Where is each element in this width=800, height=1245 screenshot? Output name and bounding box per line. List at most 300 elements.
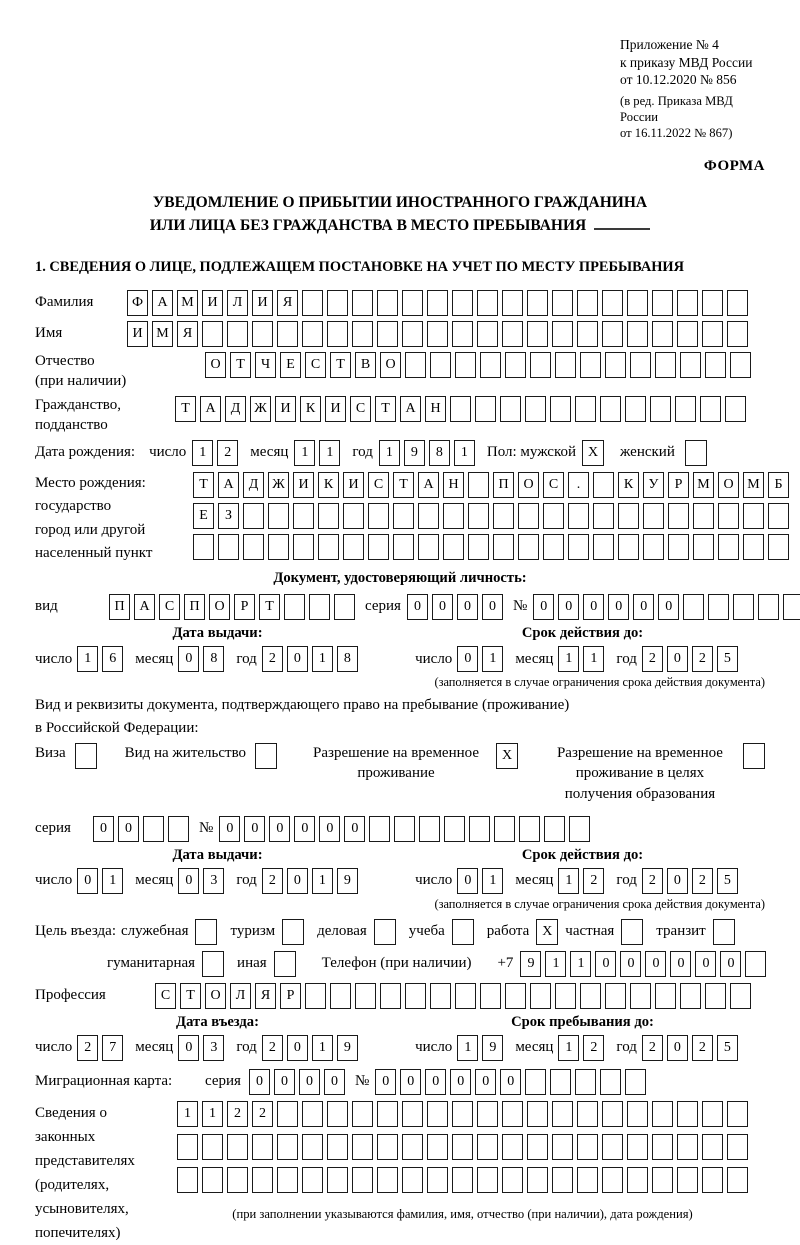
char-cell[interactable] — [377, 321, 398, 347]
char-cell[interactable] — [302, 1167, 323, 1193]
char-cell[interactable] — [355, 983, 376, 1009]
char-cell[interactable] — [284, 594, 305, 620]
char-cell[interactable]: М — [743, 472, 764, 498]
char-cell[interactable] — [327, 1167, 348, 1193]
char-cell[interactable]: 0 — [425, 1069, 446, 1095]
char-cell[interactable] — [227, 1167, 248, 1193]
char-cell[interactable] — [380, 983, 401, 1009]
char-cell[interactable]: И — [343, 472, 364, 498]
char-cell[interactable]: Р — [280, 983, 301, 1009]
char-cell[interactable]: 2 — [583, 1035, 604, 1061]
char-cell[interactable]: В — [355, 352, 376, 378]
char-cell[interactable] — [168, 816, 189, 842]
char-cell[interactable]: 0 — [118, 816, 139, 842]
char-cell[interactable]: 0 — [595, 951, 616, 977]
char-cell[interactable] — [302, 321, 323, 347]
char-cell[interactable] — [519, 816, 540, 842]
char-cell[interactable] — [527, 321, 548, 347]
char-cell[interactable]: 2 — [642, 868, 663, 894]
char-cell[interactable] — [494, 816, 515, 842]
stay-month-input[interactable] — [558, 1035, 604, 1061]
char-cell[interactable] — [402, 321, 423, 347]
char-cell[interactable] — [443, 503, 464, 529]
char-cell[interactable]: С — [155, 983, 176, 1009]
char-cell[interactable]: 0 — [249, 1069, 270, 1095]
char-cell[interactable]: 1 — [294, 440, 315, 466]
char-cell[interactable]: С — [368, 472, 389, 498]
char-cell[interactable] — [427, 1101, 448, 1127]
rvp-expiry-day-input[interactable] — [457, 868, 503, 894]
char-cell[interactable] — [677, 1167, 698, 1193]
char-cell[interactable] — [708, 594, 729, 620]
char-cell[interactable]: 0 — [450, 1069, 471, 1095]
char-cell[interactable]: 0 — [667, 868, 688, 894]
char-cell[interactable] — [768, 503, 789, 529]
patronymic-input[interactable] — [205, 352, 751, 378]
char-cell[interactable] — [577, 290, 598, 316]
char-cell[interactable]: 0 — [475, 1069, 496, 1095]
migration-series-input[interactable] — [249, 1069, 345, 1095]
char-cell[interactable] — [677, 290, 698, 316]
char-cell[interactable] — [177, 1167, 198, 1193]
char-cell[interactable] — [452, 290, 473, 316]
char-cell[interactable] — [593, 503, 614, 529]
char-cell[interactable] — [618, 503, 639, 529]
purpose-humanitarian-checkbox[interactable] — [202, 951, 224, 977]
id-expiry-month-input[interactable] — [558, 646, 604, 672]
rvp-issue-year-input[interactable] — [262, 868, 358, 894]
id-issue-month-input[interactable] — [178, 646, 224, 672]
char-cell[interactable] — [452, 1134, 473, 1160]
char-cell[interactable] — [418, 534, 439, 560]
char-cell[interactable] — [302, 290, 323, 316]
char-cell[interactable] — [680, 983, 701, 1009]
char-cell[interactable]: 1 — [177, 1101, 198, 1127]
char-cell[interactable]: 0 — [620, 951, 641, 977]
char-cell[interactable]: 0 — [294, 816, 315, 842]
char-cell[interactable]: П — [493, 472, 514, 498]
char-cell[interactable] — [402, 1101, 423, 1127]
char-cell[interactable] — [600, 1069, 621, 1095]
char-cell[interactable]: 0 — [299, 1069, 320, 1095]
char-cell[interactable] — [668, 503, 689, 529]
char-cell[interactable]: З — [218, 503, 239, 529]
char-cell[interactable] — [743, 534, 764, 560]
char-cell[interactable] — [618, 534, 639, 560]
char-cell[interactable] — [377, 290, 398, 316]
char-cell[interactable]: 0 — [667, 1035, 688, 1061]
char-cell[interactable] — [468, 503, 489, 529]
char-cell[interactable] — [652, 1101, 673, 1127]
char-cell[interactable] — [343, 534, 364, 560]
char-cell[interactable] — [544, 816, 565, 842]
char-cell[interactable] — [277, 1167, 298, 1193]
char-cell[interactable] — [652, 290, 673, 316]
stay-day-input[interactable] — [457, 1035, 503, 1061]
char-cell[interactable]: 0 — [432, 594, 453, 620]
char-cell[interactable]: 1 — [482, 646, 503, 672]
char-cell[interactable] — [575, 1069, 596, 1095]
char-cell[interactable] — [525, 396, 546, 422]
char-cell[interactable]: 6 — [102, 646, 123, 672]
char-cell[interactable]: 0 — [667, 646, 688, 672]
char-cell[interactable]: Л — [230, 983, 251, 1009]
purpose-work-checkbox[interactable]: X — [536, 919, 558, 945]
char-cell[interactable]: Н — [443, 472, 464, 498]
char-cell[interactable] — [452, 321, 473, 347]
char-cell[interactable] — [302, 1101, 323, 1127]
sex-male-checkbox[interactable]: X — [582, 440, 604, 466]
purpose-transit-checkbox[interactable] — [713, 919, 735, 945]
char-cell[interactable]: А — [152, 290, 173, 316]
char-cell[interactable] — [502, 1167, 523, 1193]
char-cell[interactable] — [480, 983, 501, 1009]
char-cell[interactable] — [502, 290, 523, 316]
char-cell[interactable] — [393, 534, 414, 560]
char-cell[interactable] — [309, 594, 330, 620]
char-cell[interactable] — [343, 503, 364, 529]
char-cell[interactable]: Ж — [250, 396, 271, 422]
birthplace-row1-input[interactable] — [193, 472, 789, 498]
char-cell[interactable]: Н — [425, 396, 446, 422]
char-cell[interactable]: . — [568, 472, 589, 498]
char-cell[interactable] — [543, 503, 564, 529]
char-cell[interactable]: 1 — [558, 868, 579, 894]
temp-permit-edu-checkbox[interactable] — [743, 743, 765, 769]
char-cell[interactable] — [218, 534, 239, 560]
char-cell[interactable] — [477, 1167, 498, 1193]
char-cell[interactable] — [727, 290, 748, 316]
char-cell[interactable]: 1 — [312, 1035, 333, 1061]
char-cell[interactable]: Ч — [255, 352, 276, 378]
char-cell[interactable] — [477, 1101, 498, 1127]
char-cell[interactable] — [577, 1101, 598, 1127]
char-cell[interactable]: 1 — [454, 440, 475, 466]
char-cell[interactable]: Р — [234, 594, 255, 620]
char-cell[interactable]: 2 — [262, 868, 283, 894]
char-cell[interactable] — [352, 290, 373, 316]
char-cell[interactable] — [468, 534, 489, 560]
char-cell[interactable]: И — [252, 290, 273, 316]
char-cell[interactable]: Т — [259, 594, 280, 620]
char-cell[interactable]: И — [293, 472, 314, 498]
citizenship-input[interactable] — [175, 396, 746, 422]
entry-year-input[interactable] — [262, 1035, 358, 1061]
char-cell[interactable]: 7 — [102, 1035, 123, 1061]
char-cell[interactable] — [727, 321, 748, 347]
char-cell[interactable]: 3 — [203, 1035, 224, 1061]
char-cell[interactable] — [469, 816, 490, 842]
char-cell[interactable] — [758, 594, 779, 620]
phone-input[interactable] — [520, 951, 766, 977]
char-cell[interactable] — [627, 1101, 648, 1127]
char-cell[interactable]: 1 — [583, 646, 604, 672]
char-cell[interactable]: 9 — [520, 951, 541, 977]
char-cell[interactable]: 1 — [558, 1035, 579, 1061]
char-cell[interactable] — [505, 983, 526, 1009]
char-cell[interactable] — [527, 1134, 548, 1160]
char-cell[interactable] — [177, 1134, 198, 1160]
char-cell[interactable]: 0 — [244, 816, 265, 842]
char-cell[interactable]: Ф — [127, 290, 148, 316]
char-cell[interactable]: А — [134, 594, 155, 620]
char-cell[interactable]: 0 — [178, 868, 199, 894]
char-cell[interactable] — [427, 290, 448, 316]
char-cell[interactable] — [718, 503, 739, 529]
char-cell[interactable] — [427, 321, 448, 347]
char-cell[interactable]: Т — [230, 352, 251, 378]
char-cell[interactable] — [677, 1134, 698, 1160]
char-cell[interactable] — [252, 321, 273, 347]
char-cell[interactable]: 0 — [645, 951, 666, 977]
char-cell[interactable] — [550, 1069, 571, 1095]
char-cell[interactable]: 0 — [658, 594, 679, 620]
char-cell[interactable]: 1 — [558, 646, 579, 672]
char-cell[interactable] — [575, 396, 596, 422]
char-cell[interactable]: 0 — [319, 816, 340, 842]
char-cell[interactable] — [702, 1101, 723, 1127]
char-cell[interactable]: С — [350, 396, 371, 422]
char-cell[interactable] — [480, 352, 501, 378]
char-cell[interactable] — [327, 1101, 348, 1127]
char-cell[interactable] — [405, 983, 426, 1009]
char-cell[interactable] — [527, 290, 548, 316]
char-cell[interactable]: 0 — [558, 594, 579, 620]
birth-day-input[interactable] — [192, 440, 238, 466]
char-cell[interactable] — [652, 1167, 673, 1193]
rvp-series-input[interactable] — [93, 816, 189, 842]
char-cell[interactable]: 1 — [457, 1035, 478, 1061]
char-cell[interactable] — [202, 321, 223, 347]
entry-day-input[interactable] — [77, 1035, 123, 1061]
entry-month-input[interactable] — [178, 1035, 224, 1061]
char-cell[interactable] — [705, 352, 726, 378]
char-cell[interactable]: 0 — [720, 951, 741, 977]
char-cell[interactable]: Т — [330, 352, 351, 378]
char-cell[interactable]: 2 — [227, 1101, 248, 1127]
char-cell[interactable] — [627, 321, 648, 347]
char-cell[interactable] — [552, 1101, 573, 1127]
char-cell[interactable]: 2 — [642, 646, 663, 672]
char-cell[interactable] — [450, 396, 471, 422]
char-cell[interactable] — [743, 503, 764, 529]
char-cell[interactable]: 1 — [545, 951, 566, 977]
char-cell[interactable] — [455, 983, 476, 1009]
residence-permit-checkbox[interactable] — [255, 743, 277, 769]
char-cell[interactable] — [677, 321, 698, 347]
char-cell[interactable] — [305, 983, 326, 1009]
char-cell[interactable]: Т — [393, 472, 414, 498]
char-cell[interactable] — [602, 1101, 623, 1127]
char-cell[interactable] — [502, 1134, 523, 1160]
char-cell[interactable]: 0 — [583, 594, 604, 620]
char-cell[interactable] — [652, 321, 673, 347]
char-cell[interactable] — [530, 352, 551, 378]
char-cell[interactable] — [543, 534, 564, 560]
char-cell[interactable] — [580, 352, 601, 378]
char-cell[interactable] — [602, 1167, 623, 1193]
char-cell[interactable] — [430, 983, 451, 1009]
char-cell[interactable]: 1 — [77, 646, 98, 672]
representatives-row1-input[interactable] — [177, 1101, 748, 1127]
char-cell[interactable]: Т — [175, 396, 196, 422]
char-cell[interactable]: 0 — [375, 1069, 396, 1095]
char-cell[interactable]: 0 — [287, 646, 308, 672]
char-cell[interactable]: 0 — [400, 1069, 421, 1095]
surname-input[interactable] — [127, 290, 748, 316]
char-cell[interactable] — [500, 396, 521, 422]
char-cell[interactable] — [675, 396, 696, 422]
char-cell[interactable] — [377, 1167, 398, 1193]
char-cell[interactable] — [627, 1134, 648, 1160]
char-cell[interactable]: И — [202, 290, 223, 316]
char-cell[interactable] — [718, 534, 739, 560]
char-cell[interactable]: 1 — [102, 868, 123, 894]
char-cell[interactable] — [202, 1134, 223, 1160]
char-cell[interactable]: 9 — [337, 1035, 358, 1061]
char-cell[interactable]: С — [305, 352, 326, 378]
char-cell[interactable] — [455, 352, 476, 378]
char-cell[interactable]: 1 — [312, 646, 333, 672]
char-cell[interactable]: 2 — [262, 646, 283, 672]
char-cell[interactable]: О — [205, 983, 226, 1009]
char-cell[interactable] — [377, 1101, 398, 1127]
id-expiry-day-input[interactable] — [457, 646, 503, 672]
char-cell[interactable] — [627, 1167, 648, 1193]
rvp-issue-month-input[interactable] — [178, 868, 224, 894]
char-cell[interactable]: 0 — [457, 594, 478, 620]
char-cell[interactable] — [327, 290, 348, 316]
char-cell[interactable]: К — [618, 472, 639, 498]
char-cell[interactable]: А — [400, 396, 421, 422]
char-cell[interactable]: 2 — [692, 646, 713, 672]
char-cell[interactable] — [625, 1069, 646, 1095]
char-cell[interactable] — [600, 396, 621, 422]
char-cell[interactable] — [602, 290, 623, 316]
char-cell[interactable]: П — [184, 594, 205, 620]
char-cell[interactable]: 0 — [93, 816, 114, 842]
rvp-number-input[interactable] — [219, 816, 590, 842]
char-cell[interactable]: И — [127, 321, 148, 347]
char-cell[interactable] — [405, 352, 426, 378]
char-cell[interactable]: О — [518, 472, 539, 498]
char-cell[interactable]: 5 — [717, 868, 738, 894]
birthplace-row3-input[interactable] — [193, 534, 789, 560]
char-cell[interactable] — [630, 983, 651, 1009]
char-cell[interactable]: 2 — [692, 868, 713, 894]
char-cell[interactable] — [783, 594, 800, 620]
char-cell[interactable] — [394, 816, 415, 842]
rvp-expiry-month-input[interactable] — [558, 868, 604, 894]
char-cell[interactable]: Б — [768, 472, 789, 498]
char-cell[interactable] — [643, 534, 664, 560]
char-cell[interactable] — [725, 396, 746, 422]
char-cell[interactable]: 0 — [344, 816, 365, 842]
purpose-service-checkbox[interactable] — [195, 919, 217, 945]
char-cell[interactable] — [693, 534, 714, 560]
char-cell[interactable] — [577, 1167, 598, 1193]
char-cell[interactable] — [605, 983, 626, 1009]
char-cell[interactable] — [393, 503, 414, 529]
char-cell[interactable] — [602, 1134, 623, 1160]
char-cell[interactable] — [418, 503, 439, 529]
sex-female-checkbox[interactable] — [685, 440, 707, 466]
char-cell[interactable] — [293, 534, 314, 560]
char-cell[interactable]: 2 — [217, 440, 238, 466]
char-cell[interactable]: 0 — [407, 594, 428, 620]
char-cell[interactable] — [693, 503, 714, 529]
char-cell[interactable] — [252, 1134, 273, 1160]
char-cell[interactable]: 2 — [642, 1035, 663, 1061]
char-cell[interactable] — [318, 503, 339, 529]
char-cell[interactable] — [625, 396, 646, 422]
char-cell[interactable]: Я — [255, 983, 276, 1009]
char-cell[interactable]: 0 — [533, 594, 554, 620]
char-cell[interactable]: Е — [280, 352, 301, 378]
char-cell[interactable] — [443, 534, 464, 560]
purpose-private-checkbox[interactable] — [621, 919, 643, 945]
char-cell[interactable] — [605, 352, 626, 378]
char-cell[interactable] — [505, 352, 526, 378]
char-cell[interactable]: 0 — [287, 1035, 308, 1061]
char-cell[interactable] — [727, 1101, 748, 1127]
char-cell[interactable]: О — [380, 352, 401, 378]
char-cell[interactable]: 8 — [429, 440, 450, 466]
char-cell[interactable] — [352, 1167, 373, 1193]
char-cell[interactable] — [227, 321, 248, 347]
char-cell[interactable] — [555, 352, 576, 378]
char-cell[interactable]: 1 — [192, 440, 213, 466]
char-cell[interactable] — [293, 503, 314, 529]
char-cell[interactable]: 1 — [312, 868, 333, 894]
char-cell[interactable]: 2 — [262, 1035, 283, 1061]
char-cell[interactable]: Я — [177, 321, 198, 347]
char-cell[interactable]: 1 — [570, 951, 591, 977]
char-cell[interactable] — [518, 534, 539, 560]
char-cell[interactable]: 0 — [77, 868, 98, 894]
char-cell[interactable] — [277, 1134, 298, 1160]
char-cell[interactable]: У — [643, 472, 664, 498]
char-cell[interactable] — [552, 1134, 573, 1160]
char-cell[interactable] — [477, 290, 498, 316]
name-input[interactable] — [127, 321, 748, 347]
char-cell[interactable] — [268, 534, 289, 560]
char-cell[interactable] — [655, 352, 676, 378]
id-doc-number-input[interactable] — [533, 594, 800, 620]
char-cell[interactable] — [352, 1134, 373, 1160]
purpose-business-checkbox[interactable] — [374, 919, 396, 945]
char-cell[interactable]: С — [543, 472, 564, 498]
char-cell[interactable] — [330, 983, 351, 1009]
char-cell[interactable]: Ж — [268, 472, 289, 498]
char-cell[interactable]: Я — [277, 290, 298, 316]
char-cell[interactable] — [243, 534, 264, 560]
char-cell[interactable] — [468, 472, 489, 498]
char-cell[interactable]: Т — [180, 983, 201, 1009]
char-cell[interactable]: Д — [243, 472, 264, 498]
char-cell[interactable] — [768, 534, 789, 560]
representatives-row3-input[interactable] — [177, 1167, 748, 1193]
char-cell[interactable] — [643, 503, 664, 529]
char-cell[interactable]: 2 — [583, 868, 604, 894]
char-cell[interactable] — [327, 321, 348, 347]
char-cell[interactable]: М — [177, 290, 198, 316]
char-cell[interactable] — [525, 1069, 546, 1095]
char-cell[interactable] — [368, 503, 389, 529]
char-cell[interactable] — [243, 503, 264, 529]
temp-permit-checkbox[interactable]: X — [496, 743, 518, 769]
char-cell[interactable] — [143, 816, 164, 842]
